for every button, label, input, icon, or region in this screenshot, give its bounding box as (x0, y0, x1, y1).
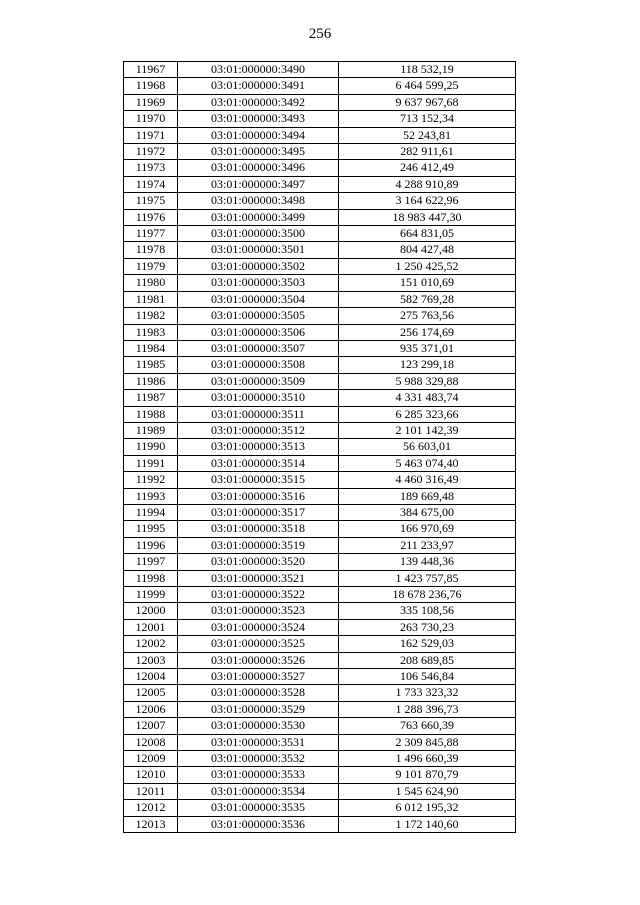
row-number-cell: 11991 (124, 455, 178, 471)
row-number-cell: 12012 (124, 800, 178, 816)
cadastral-value-cell: 18 983 447,30 (339, 209, 516, 225)
cadastral-value-cell: 52 243,81 (339, 127, 516, 143)
cadastral-value-cell: 5 463 074,40 (339, 455, 516, 471)
cadastral-value-cell: 208 689,85 (339, 652, 516, 668)
cadastral-number-cell: 03:01:000000:3501 (178, 242, 339, 258)
cadastral-number-cell: 03:01:000000:3496 (178, 160, 339, 176)
table-row (124, 406, 516, 422)
table-row (124, 488, 516, 504)
cadastral-number-cell: 03:01:000000:3507 (178, 340, 339, 356)
table-row (124, 751, 516, 767)
row-number-cell: 11970 (124, 111, 178, 127)
row-number-cell: 12000 (124, 603, 178, 619)
table-row (124, 258, 516, 274)
cadastral-number-cell: 03:01:000000:3528 (178, 685, 339, 701)
row-number-cell: 11977 (124, 226, 178, 242)
cadastral-value-cell: 1 172 140,60 (339, 816, 516, 832)
table-row (124, 127, 516, 143)
cadastral-value-cell: 275 763,56 (339, 308, 516, 324)
cadastral-number-cell: 03:01:000000:3494 (178, 127, 339, 143)
cadastral-value-cell: 935 371,01 (339, 340, 516, 356)
row-number-cell: 11985 (124, 357, 178, 373)
row-number-cell: 11976 (124, 209, 178, 225)
table-body (124, 62, 516, 833)
cadastral-number-cell: 03:01:000000:3498 (178, 193, 339, 209)
table-row (124, 340, 516, 356)
row-number-cell: 12002 (124, 636, 178, 652)
table-row (124, 537, 516, 553)
cadastral-number-cell: 03:01:000000:3521 (178, 570, 339, 586)
row-number-cell: 11996 (124, 537, 178, 553)
table-row (124, 767, 516, 783)
cadastral-value-cell: 6 012 195,32 (339, 800, 516, 816)
row-number-cell: 12004 (124, 669, 178, 685)
cadastral-value-cell: 2 309 845,88 (339, 734, 516, 750)
table-row (124, 209, 516, 225)
row-number-cell: 11999 (124, 587, 178, 603)
table-row (124, 800, 516, 816)
row-number-cell: 11968 (124, 78, 178, 94)
table-row (124, 554, 516, 570)
row-number-cell: 11969 (124, 94, 178, 110)
cadastral-number-cell: 03:01:000000:3500 (178, 226, 339, 242)
table-row (124, 242, 516, 258)
row-number-cell: 11980 (124, 275, 178, 291)
cadastral-number-cell: 03:01:000000:3497 (178, 176, 339, 192)
table-row (124, 652, 516, 668)
row-number-cell: 12007 (124, 718, 178, 734)
cadastral-value-cell: 9 101 870,79 (339, 767, 516, 783)
cadastral-value-cell: 804 427,48 (339, 242, 516, 258)
table-row (124, 455, 516, 471)
cadastral-value-cell: 4 331 483,74 (339, 390, 516, 406)
cadastral-value-cell: 162 529,03 (339, 636, 516, 652)
cadastral-value-cell: 18 678 236,76 (339, 587, 516, 603)
page-number: 256 (308, 26, 332, 42)
row-number-cell: 12009 (124, 751, 178, 767)
cadastral-number-cell: 03:01:000000:3523 (178, 603, 339, 619)
cadastral-number-cell: 03:01:000000:3499 (178, 209, 339, 225)
row-number-cell: 11989 (124, 422, 178, 438)
row-number-cell: 11978 (124, 242, 178, 258)
row-number-cell: 11971 (124, 127, 178, 143)
cadastral-number-cell: 03:01:000000:3522 (178, 587, 339, 603)
cadastral-number-cell: 03:01:000000:3536 (178, 816, 339, 832)
table-row (124, 111, 516, 127)
cadastral-number-cell: 03:01:000000:3527 (178, 669, 339, 685)
table-row (124, 439, 516, 455)
cadastral-number-cell: 03:01:000000:3508 (178, 357, 339, 373)
cadastral-value-cell: 4 288 910,89 (339, 176, 516, 192)
cadastral-value-cell: 118 532,19 (339, 62, 516, 78)
table-row (124, 324, 516, 340)
table-row (124, 94, 516, 110)
cadastral-value-cell: 139 448,36 (339, 554, 516, 570)
table-row (124, 669, 516, 685)
table-row (124, 390, 516, 406)
cadastral-number-cell: 03:01:000000:3529 (178, 701, 339, 717)
cadastral-value-cell: 384 675,00 (339, 504, 516, 520)
row-number-cell: 11993 (124, 488, 178, 504)
cadastral-number-cell: 03:01:000000:3532 (178, 751, 339, 767)
cadastral-number-cell: 03:01:000000:3526 (178, 652, 339, 668)
cadastral-value-cell: 1 250 425,52 (339, 258, 516, 274)
row-number-cell: 12003 (124, 652, 178, 668)
cadastral-value-cell: 4 460 316,49 (339, 472, 516, 488)
cadastral-number-cell: 03:01:000000:3525 (178, 636, 339, 652)
table-row (124, 176, 516, 192)
cadastral-value-cell: 166 970,69 (339, 521, 516, 537)
cadastral-value-cell: 6 285 323,66 (339, 406, 516, 422)
cadastral-value-cell: 9 637 967,68 (339, 94, 516, 110)
row-number-cell: 11982 (124, 308, 178, 324)
cadastral-number-cell: 03:01:000000:3514 (178, 455, 339, 471)
table-row (124, 718, 516, 734)
table-row (124, 422, 516, 438)
cadastral-number-cell: 03:01:000000:3495 (178, 144, 339, 160)
row-number-cell: 11990 (124, 439, 178, 455)
table-row (124, 193, 516, 209)
table-row (124, 521, 516, 537)
cadastral-value-cell: 189 669,48 (339, 488, 516, 504)
table-row (124, 636, 516, 652)
cadastral-number-cell: 03:01:000000:3513 (178, 439, 339, 455)
row-number-cell: 11997 (124, 554, 178, 570)
table-row (124, 619, 516, 635)
table-row (124, 357, 516, 373)
cadastral-number-cell: 03:01:000000:3534 (178, 783, 339, 799)
table-row (124, 160, 516, 176)
cadastral-value-cell: 123 299,18 (339, 357, 516, 373)
cadastral-number-cell: 03:01:000000:3504 (178, 291, 339, 307)
cadastral-number-cell: 03:01:000000:3519 (178, 537, 339, 553)
cadastral-value-cell: 763 660,39 (339, 718, 516, 734)
cadastral-number-cell: 03:01:000000:3524 (178, 619, 339, 635)
cadastral-number-cell: 03:01:000000:3511 (178, 406, 339, 422)
table-row (124, 603, 516, 619)
cadastral-value-cell: 282 911,61 (339, 144, 516, 160)
row-number-cell: 11974 (124, 176, 178, 192)
row-number-cell: 12010 (124, 767, 178, 783)
table-row (124, 734, 516, 750)
cadastral-value-table (123, 61, 516, 833)
table-row (124, 685, 516, 701)
cadastral-number-cell: 03:01:000000:3492 (178, 94, 339, 110)
cadastral-number-cell: 03:01:000000:3516 (178, 488, 339, 504)
row-number-cell: 11992 (124, 472, 178, 488)
cadastral-value-cell: 1 733 323,32 (339, 685, 516, 701)
cadastral-value-cell: 335 108,56 (339, 603, 516, 619)
cadastral-number-cell: 03:01:000000:3493 (178, 111, 339, 127)
row-number-cell: 12013 (124, 816, 178, 832)
cadastral-number-cell: 03:01:000000:3505 (178, 308, 339, 324)
row-number-cell: 11975 (124, 193, 178, 209)
row-number-cell: 11979 (124, 258, 178, 274)
cadastral-value-cell: 664 831,05 (339, 226, 516, 242)
cadastral-number-cell: 03:01:000000:3510 (178, 390, 339, 406)
row-number-cell: 12001 (124, 619, 178, 635)
row-number-cell: 11983 (124, 324, 178, 340)
cadastral-value-cell: 6 464 599,25 (339, 78, 516, 94)
cadastral-number-cell: 03:01:000000:3506 (178, 324, 339, 340)
row-number-cell: 11998 (124, 570, 178, 586)
cadastral-number-cell: 03:01:000000:3502 (178, 258, 339, 274)
cadastral-value-cell: 582 769,28 (339, 291, 516, 307)
table-row (124, 78, 516, 94)
cadastral-number-cell: 03:01:000000:3533 (178, 767, 339, 783)
row-number-cell: 11973 (124, 160, 178, 176)
cadastral-number-cell: 03:01:000000:3520 (178, 554, 339, 570)
cadastral-number-cell: 03:01:000000:3535 (178, 800, 339, 816)
cadastral-number-cell: 03:01:000000:3491 (178, 78, 339, 94)
table-row (124, 275, 516, 291)
table-row (124, 816, 516, 832)
row-number-cell: 12011 (124, 783, 178, 799)
cadastral-value-cell: 1 496 660,39 (339, 751, 516, 767)
cadastral-number-cell: 03:01:000000:3531 (178, 734, 339, 750)
table-row (124, 504, 516, 520)
row-number-cell: 11981 (124, 291, 178, 307)
row-number-cell: 11988 (124, 406, 178, 422)
table-row (124, 226, 516, 242)
row-number-cell: 12008 (124, 734, 178, 750)
cadastral-value-cell: 256 174,69 (339, 324, 516, 340)
cadastral-number-cell: 03:01:000000:3517 (178, 504, 339, 520)
cadastral-number-cell: 03:01:000000:3509 (178, 373, 339, 389)
cadastral-value-cell: 263 730,23 (339, 619, 516, 635)
table-row (124, 570, 516, 586)
table-row (124, 308, 516, 324)
cadastral-number-cell: 03:01:000000:3530 (178, 718, 339, 734)
cadastral-number-cell: 03:01:000000:3503 (178, 275, 339, 291)
table-row (124, 291, 516, 307)
cadastral-value-cell: 1 423 757,85 (339, 570, 516, 586)
cadastral-value-cell: 2 101 142,39 (339, 422, 516, 438)
table-row (124, 783, 516, 799)
row-number-cell: 11995 (124, 521, 178, 537)
cadastral-value-cell: 106 546,84 (339, 669, 516, 685)
table-row (124, 701, 516, 717)
row-number-cell: 12005 (124, 685, 178, 701)
cadastral-value-cell: 3 164 622,96 (339, 193, 516, 209)
cadastral-value-cell: 151 010,69 (339, 275, 516, 291)
cadastral-number-cell: 03:01:000000:3512 (178, 422, 339, 438)
row-number-cell: 11986 (124, 373, 178, 389)
table-row (124, 587, 516, 603)
cadastral-value-cell: 5 988 329,88 (339, 373, 516, 389)
cadastral-value-cell: 713 152,34 (339, 111, 516, 127)
cadastral-value-cell: 246 412,49 (339, 160, 516, 176)
row-number-cell: 11972 (124, 144, 178, 160)
table-row (124, 373, 516, 389)
cadastral-value-cell: 211 233,97 (339, 537, 516, 553)
row-number-cell: 12006 (124, 701, 178, 717)
table-row (124, 472, 516, 488)
row-number-cell: 11967 (124, 62, 178, 78)
cadastral-value-cell: 1 545 624,90 (339, 783, 516, 799)
cadastral-number-cell: 03:01:000000:3490 (178, 62, 339, 78)
cadastral-number-cell: 03:01:000000:3515 (178, 472, 339, 488)
row-number-cell: 11987 (124, 390, 178, 406)
cadastral-value-cell: 1 288 396,73 (339, 701, 516, 717)
cadastral-number-cell: 03:01:000000:3518 (178, 521, 339, 537)
row-number-cell: 11994 (124, 504, 178, 520)
cadastral-value-cell: 56 603,01 (339, 439, 516, 455)
table-row (124, 62, 516, 78)
table-row (124, 144, 516, 160)
row-number-cell: 11984 (124, 340, 178, 356)
